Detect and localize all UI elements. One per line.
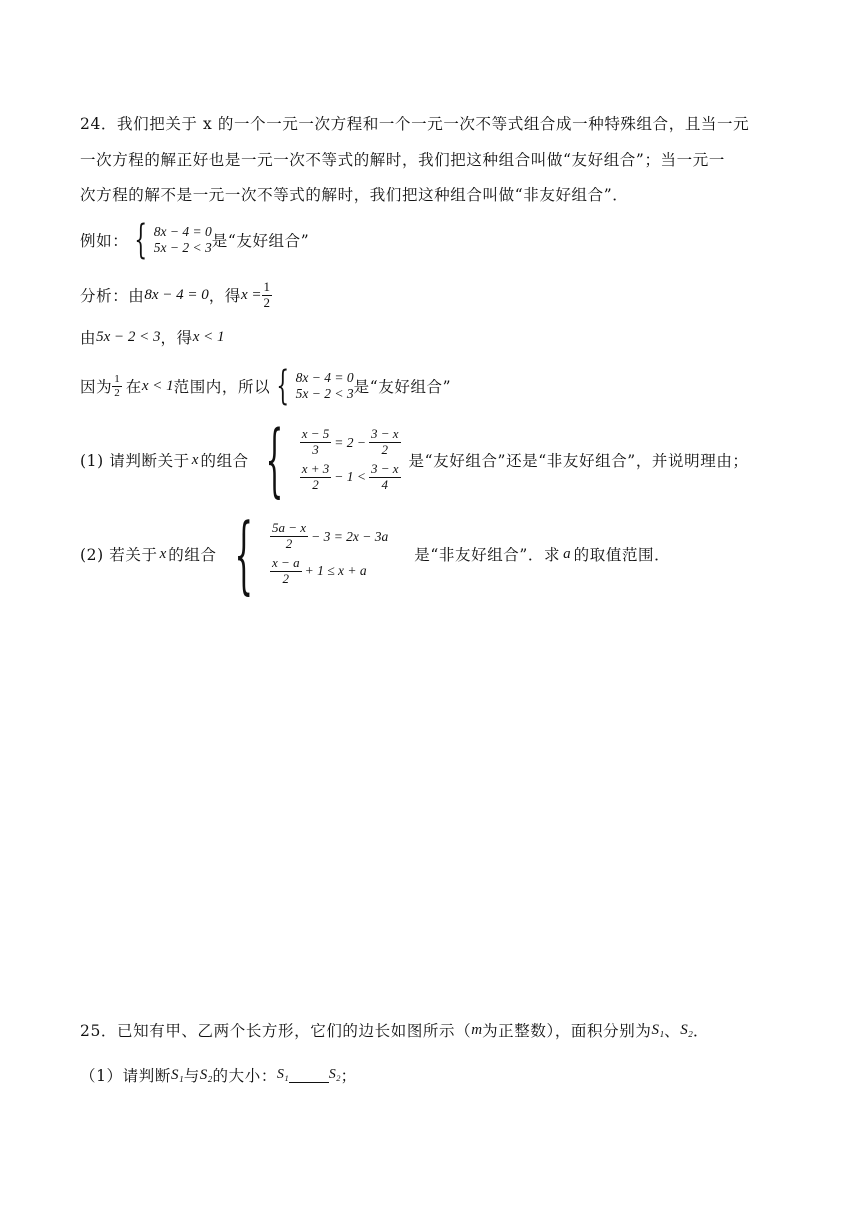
denominator: 2 [312, 476, 319, 492]
numerator: 1 [263, 279, 271, 294]
operator: + 1 ≤ x + a [304, 563, 367, 579]
part-2 [80, 505, 671, 603]
q25-p1-s1: S₁ [170, 1066, 184, 1083]
left-brace: { [265, 413, 284, 506]
q25-m: m [471, 1021, 483, 1038]
part2-equation [270, 521, 388, 552]
fraction [300, 427, 332, 458]
left-brace: { [233, 505, 253, 603]
fraction [369, 462, 401, 493]
numerator: 3 − x [370, 426, 399, 442]
fraction [369, 427, 401, 458]
numerator: 3 − x [370, 461, 399, 476]
answer-blank[interactable] [289, 1068, 329, 1083]
equation-rows [296, 370, 354, 402]
part1-inequality [300, 462, 401, 493]
inequality: 5x − 2 < 3 [153, 240, 212, 255]
denominator: 3 [312, 442, 319, 458]
q25-s2: S₂ [680, 1021, 693, 1038]
part2-tail2: 的取值范围． [573, 546, 671, 564]
denominator: 2 [285, 536, 293, 552]
q25-s1: S₁ [651, 1021, 665, 1038]
because-line [80, 363, 452, 409]
because-range: x < 1 [141, 377, 174, 394]
part2-tail1: 是“非友好组合”．求 [414, 546, 561, 564]
q24-line-2: 一次方程的解正好也是一元一次不等式的解时，我们把这种组合叫做“友好组合”；当一元一 [80, 151, 725, 169]
analysis-equation: 8x − 4 = 0 [144, 286, 209, 303]
denominator: 2 [263, 294, 271, 310]
left-brace: { [276, 363, 290, 409]
example-system [80, 217, 310, 263]
operator: − 1 < [334, 469, 366, 485]
part1-system [300, 427, 401, 493]
part1-var: x [191, 451, 199, 468]
q25-line-1 [80, 1019, 709, 1041]
q25-sep: 、 [664, 1022, 681, 1040]
denominator: 4 [381, 476, 388, 492]
numerator: 1 [114, 372, 120, 385]
denominator: 2 [114, 386, 120, 399]
part1-equation [300, 427, 401, 458]
part2-system [270, 521, 388, 587]
example-tail: 是“友好组合” [211, 232, 310, 250]
q24-line-3: 次方程的解不是一元一次不等式的解时，我们把这种组合叫做“非友好组合”． [80, 186, 629, 204]
because-in: 在 [125, 378, 142, 396]
numerator: x − a [272, 555, 300, 570]
part2-a: a [563, 545, 571, 562]
q25-part-1 [80, 1064, 357, 1086]
because-label: 因为 [80, 378, 113, 396]
fraction-half-small [112, 373, 122, 399]
q25-p1-a: S₁ [276, 1067, 289, 1082]
analysis-mid: ，得 [208, 287, 242, 306]
operator: − 3 = 2x − 3a [311, 528, 389, 544]
part1-mid: 的组合 [200, 452, 249, 470]
q25-p1-and: 与 [183, 1067, 200, 1085]
part2-label: (2) 若关于 [80, 546, 158, 564]
equation-rows [154, 224, 212, 256]
q25-p1-label: （1）请判断 [80, 1067, 171, 1085]
q25-text-a: 25．已知有甲、乙两个长方形，它们的边长如图所示（ [80, 1022, 472, 1040]
numerator: x − 5 [301, 426, 330, 442]
equation: 8x − 4 = 0 [295, 370, 354, 385]
denominator: 2 [381, 442, 388, 458]
by-mid: ，得 [160, 329, 193, 347]
because-tail: 是“友好组合” [353, 378, 452, 396]
because-mid: 范围内，所以 [173, 378, 271, 396]
q25-p1-s2: S₂ [199, 1066, 213, 1083]
denominator: 2 [282, 570, 290, 586]
by-label: 由 [80, 329, 97, 347]
fraction [270, 556, 302, 587]
by-line [80, 326, 225, 348]
equation: 8x − 4 = 0 [153, 224, 212, 239]
operator: = 2 − [334, 434, 366, 450]
inequality: 5x − 2 < 3 [295, 386, 354, 401]
analysis-line [80, 280, 272, 311]
part1-label: (1) 请判断关于 [80, 452, 190, 470]
part2-inequality [270, 556, 388, 587]
analysis-x: x = [241, 286, 262, 303]
q25-text-b: 为正整数），面积分别为 [482, 1022, 652, 1040]
fraction [270, 521, 308, 552]
by-result: x < 1 [192, 328, 225, 345]
by-inequality: 5x − 2 < 3 [96, 328, 161, 345]
analysis-label: 分析：由 [80, 287, 145, 306]
fraction-half [262, 280, 273, 311]
part2-mid: 的组合 [168, 546, 217, 564]
numerator: x + 3 [301, 461, 330, 476]
left-brace: { [134, 217, 148, 263]
example-label: 例如： [80, 232, 129, 250]
q25-p1-end: ； [340, 1067, 357, 1085]
q25-p1-mid: 的大小： [212, 1067, 277, 1085]
numerator: 5a − x [272, 520, 307, 536]
part1-tail: 是“友好组合”还是“非友好组合”，并说明理由； [408, 452, 749, 470]
part2-var: x [159, 545, 167, 562]
q25-p1-b: S₂ [328, 1067, 341, 1082]
q25-end: ． [692, 1022, 710, 1040]
q24-line-1: 24．我们把关于 x 的一个一元一次方程和一个一元一次不等式组合成一种特殊组合，且当一元 [80, 115, 750, 133]
part-1 [80, 413, 749, 506]
fraction [300, 462, 332, 493]
